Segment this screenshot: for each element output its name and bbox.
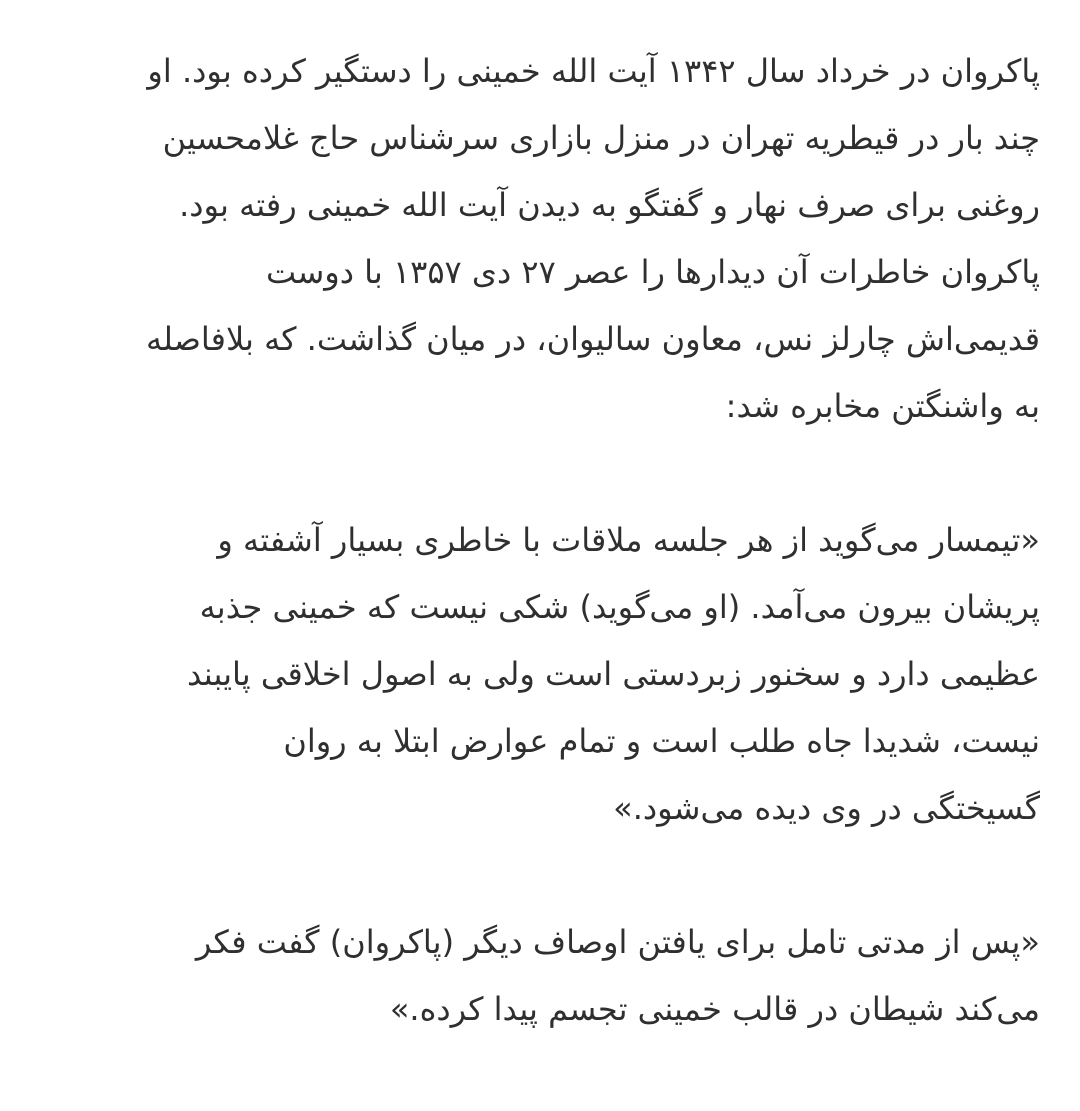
paragraph-quote-2 <box>40 909 1040 1043</box>
text-line: قدیمی‌اش چارلز نس، معاون سالیوان، در میان گذاشت. که بلافاصله <box>145 320 1040 358</box>
text-line: روغنی برای صرف نهار و گفتگو به دیدن آیت الله خمینی رفته بود. <box>179 186 1040 224</box>
paragraph-quote-1 <box>40 507 1040 842</box>
text-line: پاکروان در خرداد سال ۱۳۴۲ آیت الله خمینی را دستگیر کرده بود. او <box>147 52 1040 90</box>
text-line: نیست، شدیدا جاه طلب است و تمام عوارض ابتلا به روان <box>283 722 1040 760</box>
paragraph-intro <box>40 38 1040 440</box>
text-line: پریشان بیرون می‌آمد. (او می‌گوید) شکی نیست که خمینی جذبه <box>199 588 1040 626</box>
text-line: گسیختگی در وی دیده می‌شود.» <box>613 789 1040 827</box>
text-line: چند بار در قیطریه تهران در منزل بازاری سرشناس حاج غلامحسین <box>162 119 1040 157</box>
text-line: «تیمسار می‌گوید از هر جلسه ملاقات با خاطری بسیار آشفته و <box>217 521 1040 559</box>
text-line: می‌کند شیطان در قالب خمینی تجسم پیدا کرده.» <box>389 990 1040 1028</box>
text-line: عظیمی دارد و سخنور زبردستی است ولی به اصول اخلاقی پایبند <box>186 655 1040 693</box>
text-line: به واشنگتن مخابره شد: <box>725 387 1040 425</box>
text-line: پاکروان خاطرات آن دیدارها را عصر ۲۷ دی ۱۳۵۷ با دوست <box>266 253 1040 291</box>
text-line: «پس از مدتی تامل برای یافتن اوصاف دیگر (پاکروان) گفت فکر <box>195 923 1040 961</box>
